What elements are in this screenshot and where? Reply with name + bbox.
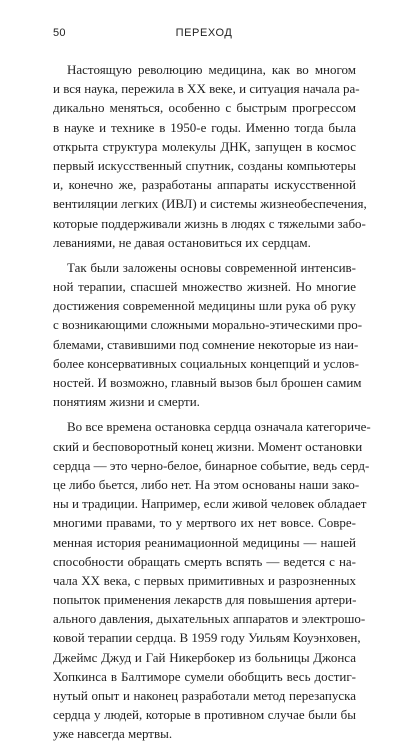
text-line: це либо бьется, либо нет. На этом основаны наши зако- [53, 476, 360, 492]
text-line: способности обращать смерть вспять — ведется с на- [53, 553, 356, 569]
text-line: первый искусственный спутник, созданы компьютеры [53, 157, 356, 173]
text-line: которые поддерживали жизнь в людях с тяжелыми забо- [53, 215, 366, 231]
text-line: открыта структура молекулы ДНК, запущен в космос [53, 138, 356, 154]
text-line: в науке и технике в 1950-е годы. Именно тогда была [53, 119, 356, 135]
text-line: достижения современной медицины шли рука об руку [53, 298, 356, 314]
text-line: ский и бесповоротный конец жизни. Момент остановки [53, 438, 363, 454]
text-line: чала XX века, с первых примитивных и разрозненных [53, 572, 356, 588]
text-line: Джеймс Джуд и Гай Никербокер из больницы Джонса [53, 649, 356, 665]
text-line: ностей. И возможно, главный вызов был брошен самим [53, 375, 362, 390]
text-line: Настоящую революцию медицина, как во многом [67, 62, 356, 77]
body-text [53, 60, 371, 750]
text-line: дикально меняться, особенно с быстрым прогрессом [53, 100, 356, 116]
page-number: 50 [53, 27, 66, 39]
text-line: блемами, ставившими под сомнение некоторые из наи- [53, 336, 359, 352]
text-line: более консервативных социальных концепций и услов- [53, 355, 359, 371]
text-line: с возникающими сложными морально-этическими про- [53, 317, 363, 333]
text-line: ны и традиции. Например, если живой человек обладает [53, 496, 367, 512]
text-line: вентиляции легких (ИВЛ) и системы жизнеобеспечения, [53, 196, 367, 212]
text-line: сердца — это черно-белое, бинарное событие, ведь серд- [53, 457, 370, 473]
text-line: Так были заложены основы современной интенсив- [67, 259, 356, 275]
text-line: Хопкинса в Балтиморе сумели обобщить весь достиг- [53, 668, 356, 684]
text-line: и, конечно же, разработаны аппараты искусственной [53, 177, 356, 193]
text-line: многими правами, то у мертвого их нет вовсе. Совре- [53, 515, 356, 531]
text-line: менная история реанимационной медицины — нашей [53, 534, 356, 550]
text-line: ального давления, дыхательных аппаратов и электрошо- [53, 611, 366, 627]
text-line: леваниями, не давая остановиться их сердцам. [53, 234, 311, 250]
paragraph-3 [53, 417, 371, 743]
text-line: уже навсегда мертвы. [53, 726, 173, 742]
paragraph-2 [53, 258, 363, 412]
text-line: сердца у людей, которые в противном случае были бы [53, 707, 356, 723]
text-line: ковой терапии сердца. В 1959 году Уильям Коуэнховен, [53, 630, 361, 646]
text-line: и вся наука, пережила в XX веке, и ситуация начала ра- [53, 81, 360, 97]
text-line: попыток применения лекарств для повышения артери- [53, 592, 357, 608]
running-title: ПЕРЕХОД [175, 27, 233, 39]
text-line: нутый опыт и наконец разработали метод перезапуска [53, 688, 356, 703]
text-line: понятиям жизни и смерти. [53, 394, 200, 410]
paragraph-1 [53, 60, 367, 252]
text-line: ной терапии, спасшей множество жизней. Но многие [53, 279, 356, 295]
text-line: Во все времена остановка сердца означала категориче- [67, 419, 371, 435]
